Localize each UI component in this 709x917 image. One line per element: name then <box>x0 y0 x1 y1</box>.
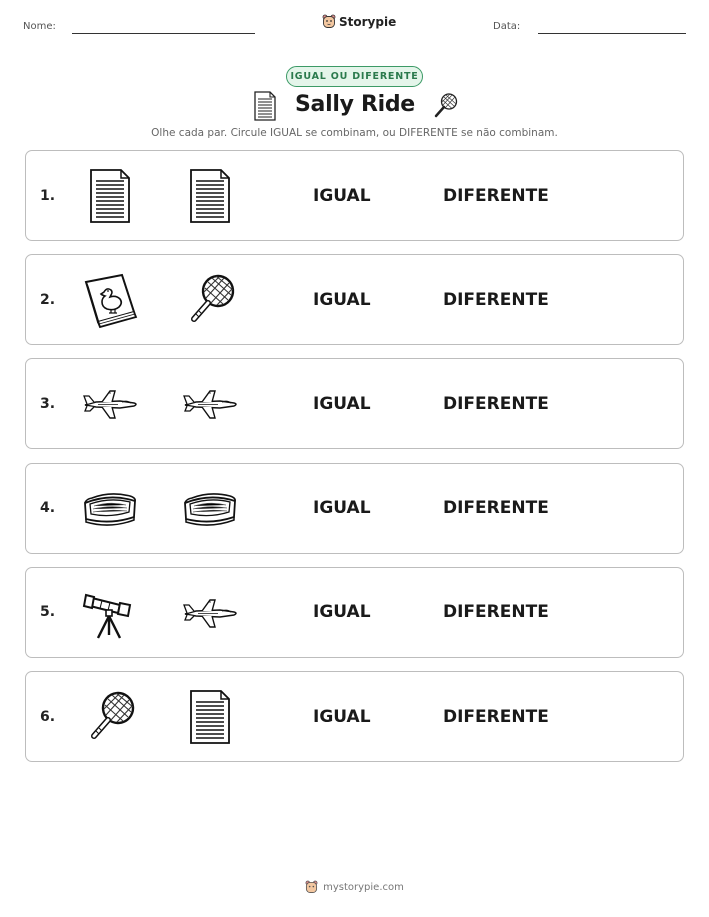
brand-logo <box>322 14 396 29</box>
option-same[interactable]: IGUAL <box>313 393 371 414</box>
option-different[interactable]: DIFERENTE <box>443 498 549 519</box>
question-number: 3. <box>40 395 56 412</box>
book-icon <box>80 270 140 330</box>
jet-icon <box>80 374 140 434</box>
telescope-icon <box>80 583 140 643</box>
racket-icon <box>180 270 240 330</box>
storypie-mascot-icon <box>322 14 336 29</box>
footer-url[interactable]: mystorypie.com <box>323 881 404 893</box>
jet-icon <box>180 583 240 643</box>
racket-icon <box>80 687 140 747</box>
footer <box>0 880 709 894</box>
date-line[interactable] <box>538 33 686 34</box>
option-same[interactable]: IGUAL <box>313 602 371 623</box>
question-row <box>25 567 684 658</box>
option-same[interactable]: IGUAL <box>313 706 371 727</box>
question-row <box>25 671 684 762</box>
brand-name: Storypie <box>339 14 397 29</box>
pool-icon <box>80 479 140 539</box>
name-label: Nome: <box>23 21 56 32</box>
option-different[interactable]: DIFERENTE <box>443 185 549 206</box>
instructions: Olhe cada par. Circule IGUAL se combinam, ou DIFERENTE se não combinam. <box>151 127 558 139</box>
question-number: 1. <box>40 187 56 204</box>
option-same[interactable]: IGUAL <box>313 498 371 519</box>
question-number: 5. <box>40 604 56 621</box>
option-different[interactable]: DIFERENTE <box>443 289 549 310</box>
pool-icon <box>180 479 240 539</box>
question-row <box>25 254 684 345</box>
question-number: 2. <box>40 291 56 308</box>
tennis-racket-icon <box>430 90 460 126</box>
document-icon <box>180 166 240 226</box>
document-icon <box>180 687 240 747</box>
name-line[interactable] <box>72 33 255 34</box>
option-same[interactable]: IGUAL <box>313 185 371 206</box>
question-number: 4. <box>40 500 56 517</box>
page-title: Sally Ride <box>295 92 415 117</box>
document-icon <box>80 166 140 226</box>
question-number: 6. <box>40 708 56 725</box>
option-different[interactable]: DIFERENTE <box>443 393 549 414</box>
document-icon <box>252 90 278 126</box>
option-different[interactable]: DIFERENTE <box>443 602 549 623</box>
storypie-mascot-icon <box>305 880 318 894</box>
date-label: Data: <box>493 21 521 32</box>
question-row <box>25 150 684 241</box>
question-row <box>25 463 684 554</box>
option-different[interactable]: DIFERENTE <box>443 706 549 727</box>
worksheet-type-badge: IGUAL OU DIFERENTE <box>286 66 423 87</box>
option-same[interactable]: IGUAL <box>313 289 371 310</box>
jet-icon <box>180 374 240 434</box>
question-row <box>25 358 684 449</box>
